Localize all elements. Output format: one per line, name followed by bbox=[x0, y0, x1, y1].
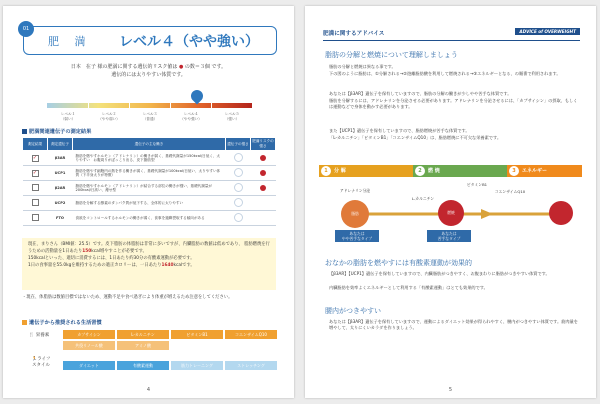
title-category: 肥 満 bbox=[48, 35, 92, 48]
checkbox-icon bbox=[32, 199, 39, 206]
advice-header-title: 肥満に関するアドバイス bbox=[323, 31, 385, 37]
level-divider bbox=[88, 101, 89, 110]
nutrient-chip: アミノ酸 bbox=[117, 341, 169, 350]
belly-body-2: 内臓脂肪を効率よくエネルギーとして利用する「有酸素運動」はとても効果的です。 bbox=[329, 285, 488, 290]
heading-fat: 脂肪の分解と燃焼について理解しましょう bbox=[325, 51, 458, 59]
belly-body-1: 【β3AR】【UCP1】遺伝子を保有していますので、内臓脂肪がつきやすく、お腹まわりに脂肪がつきやすい体質です。 bbox=[329, 271, 550, 276]
table-row bbox=[23, 196, 276, 211]
level-label-4: レベル４ （やや強い） bbox=[180, 112, 202, 121]
summary-line2: 脂肪燃焼を行うための活動量を1日あたり bbox=[28, 242, 270, 254]
recommend-title: 遺伝子から推奨される生活習慣 bbox=[22, 319, 102, 326]
col-result: 測定結果 bbox=[23, 138, 48, 151]
fat-body-3: あなたは【β3AR】遺伝子を保有していますので、脂肪の分解の働きが少しやや苦手な体質です。 bbox=[329, 91, 512, 96]
apple-icon bbox=[260, 155, 266, 161]
fork-knife-icon: 🍴 bbox=[28, 333, 35, 338]
fat-label: 脂肪 bbox=[351, 211, 359, 216]
nutrient-chip: コエンザイムQ10 bbox=[225, 330, 277, 339]
risk-note-post: の数＝３個 です。 bbox=[184, 64, 227, 70]
apple-icon bbox=[260, 170, 266, 176]
result-cell bbox=[23, 151, 48, 166]
level-divider bbox=[170, 101, 171, 110]
page-number: 5 bbox=[448, 387, 453, 393]
page-number: 4 bbox=[146, 387, 151, 393]
advice-header-tag: ADVICE of OVERWEIGHT bbox=[515, 28, 580, 35]
fat-body-4: 脂肪を分解するには、アドレナリンを分泌させる必要があります。アドレナリンを分泌させるには、「カプサイシン」の摂取、もしくは運動などで身体を動かす必要があります。 bbox=[329, 98, 578, 110]
gene-cell: β3AR bbox=[48, 151, 73, 166]
waist-body-1: あなたは【β3AR】遺伝子を保有していますので、運動によるダイエット効果が得られやすく、腰内がつきやすい体質です。筋肉量を増やして、太りにくいカラダを作りましょう。 bbox=[329, 319, 578, 331]
checkbox-icon: ✓ bbox=[32, 154, 38, 161]
fat-body-5: また【UCP1】遺伝子を保有していますので、脂肪燃焼が苦手な体質です。 bbox=[329, 128, 470, 133]
nutrient-row-label: 🍴 栄養素 bbox=[28, 333, 50, 338]
lifestyle-row-label: 🏃ライフ スタイル bbox=[31, 357, 51, 368]
step-1: 1 分 解 bbox=[319, 165, 413, 177]
level-label-1: レベル１ （弱い） bbox=[60, 112, 76, 121]
level-label-5: レベル５ （強い） bbox=[224, 112, 240, 121]
fuel-label: 燃焼 bbox=[447, 210, 455, 215]
table-row bbox=[23, 211, 276, 226]
nutrient-chip: 共役リノール酸 bbox=[63, 341, 115, 350]
gene-cell: β2AR bbox=[48, 181, 73, 196]
result-cell bbox=[23, 166, 48, 181]
lifestyle-chip: 筋力トレーニング bbox=[171, 361, 223, 370]
risk-cell bbox=[251, 211, 276, 226]
step-2: 2 燃 焼 bbox=[413, 165, 507, 177]
level-label-3: レベル３ （普通） bbox=[142, 112, 158, 121]
level-gradient-bar bbox=[47, 103, 252, 108]
step-3: 3 エネルギー bbox=[507, 165, 582, 177]
lifestyle-chip: 有酸素運動 bbox=[117, 361, 169, 370]
nutrient-chip: L-カルニチン bbox=[117, 330, 169, 339]
risk-cell bbox=[251, 166, 276, 181]
warning-note: ・現在、体脂肪は数値目標ではないため、運動不足や食べ過ぎにより体重が増えるため注意をしてください。 bbox=[22, 295, 233, 300]
risk-cell bbox=[251, 196, 276, 211]
lifestyle-chip: ストレッチング bbox=[225, 361, 277, 370]
strength-ring-icon bbox=[234, 168, 243, 177]
strength-cell bbox=[226, 181, 251, 196]
summary-line3: 150kcalといった、適切に消費するには、1日あたり約30分の有酸素運動が必要です。 bbox=[28, 256, 195, 261]
desc-cell: 脂肪を分解する酵素のタンパク質が低下する、全体的に太りやすい bbox=[73, 196, 226, 211]
fat-body-1: 脂肪の分解と燃焼は異なる事です。 bbox=[329, 64, 396, 69]
summary-kcal2: 1640 bbox=[161, 263, 174, 268]
title-level: レベル４（やや強い） bbox=[119, 34, 259, 50]
lifestyle-chip: ダイエット bbox=[63, 361, 115, 370]
risk-note-pre: 日本 在子 様の肥満に関する遺伝的リスク値は bbox=[70, 64, 178, 70]
page-4 bbox=[3, 6, 294, 398]
runner-icon: 🏃 bbox=[31, 357, 38, 362]
gene-cell: UCP2 bbox=[48, 196, 73, 211]
heading-waist: 腰内がつきやすい bbox=[325, 307, 381, 315]
banner-burn: あなたは 苦手なタイプ bbox=[427, 230, 471, 242]
col-risk: 肥満リスクの 強さ bbox=[251, 138, 276, 151]
checkbox-icon bbox=[32, 214, 39, 221]
adrenaline-label: アドレナリン分泌 bbox=[339, 188, 371, 193]
nutrient-chip: カプサイシン bbox=[63, 330, 115, 339]
strength-ring-icon bbox=[234, 213, 243, 222]
risk-cell bbox=[251, 181, 276, 196]
desc-cell: 食欲をコントロールするホルモンの働きが弱く、食事を過剰摂取する傾向がある bbox=[73, 211, 226, 226]
checkbox-icon: ✓ bbox=[32, 169, 38, 176]
carnitine-label: L-カルニチン bbox=[411, 196, 435, 201]
gene-table bbox=[22, 137, 276, 226]
strength-cell bbox=[226, 211, 251, 226]
checkbox-icon bbox=[32, 184, 39, 191]
col-strength: 遺伝子の強さ bbox=[226, 138, 251, 151]
strength-ring-icon bbox=[234, 153, 243, 162]
desc-cell: 脂肪を燃やす細胞内の熱を作る働きが弱く、基礎代謝量が100kcal/日低い、太りやすい体質（下半身太りが特徴） bbox=[73, 166, 226, 181]
desc-cell: 脂肪を燃やすホルモン（アドレナリン）が結合する部位の働きが強い、基礎代謝量が200kcal/日高い、痩せ型 bbox=[73, 181, 226, 196]
gene-section-title: 肥満関連遺伝子の測定結果 bbox=[22, 128, 91, 135]
strength-cell bbox=[226, 151, 251, 166]
title-box bbox=[23, 26, 277, 55]
heading-belly: おなかの脂肪を燃やすには有酸素運動が効果的 bbox=[325, 259, 472, 267]
result-cell bbox=[23, 211, 48, 226]
level-pin-icon bbox=[189, 88, 206, 105]
summary-box bbox=[22, 238, 276, 290]
nutrient-chip: ビタミンB1 bbox=[171, 330, 223, 339]
flow-arrow-icon bbox=[481, 209, 493, 219]
banner-breakdown: あなたは やや苦手なタイプ bbox=[335, 230, 379, 242]
advice-header bbox=[323, 28, 580, 41]
fat-body-6: 「L-カルニチン」「ビタミンB1」「コエンザイムQ10」は、脂肪燃焼に不可欠な栄養素です。 bbox=[329, 135, 502, 140]
strength-ring-icon bbox=[234, 183, 243, 192]
fat-body-2: 下の図のように脂肪は、①分解される→②遊離脂肪酸を利用して燃焼される→③エネルギーとなる、の順番で利用されます。 bbox=[329, 71, 561, 76]
col-function: 遺伝子の主な働き bbox=[73, 138, 226, 151]
risk-note-line2: 遺伝的には太りやすい体質です。 bbox=[111, 72, 186, 78]
page-5 bbox=[305, 6, 596, 398]
apple-icon bbox=[260, 185, 266, 191]
square-icon bbox=[22, 320, 27, 325]
level-label-2: レベル２ （やや弱い） bbox=[98, 112, 120, 121]
summary-line1: 現在、まりさん（BMI値：25.5）です。皮下脂肪の体脂肪は非常に多いですが、内臓脂肪の数値は低めであり、 bbox=[28, 242, 243, 247]
coq10-label: コエンザイムQ10 bbox=[494, 189, 526, 194]
section-badge: 01 bbox=[18, 21, 34, 37]
square-icon bbox=[22, 129, 27, 134]
gene-cell: UCP1 bbox=[48, 166, 73, 181]
result-cell bbox=[23, 181, 48, 196]
energy-icon bbox=[549, 201, 573, 225]
table-row bbox=[23, 151, 276, 166]
risk-note bbox=[31, 63, 266, 79]
summary-line4b: kcalです。 bbox=[173, 263, 195, 268]
desc-cell: 脂肪を燃やすホルモン（アドレナリン）の働きが弱く、基礎代謝量が150kcal/日低く、太りやすい お腹周りがぽっこり出る、皮下脂肪型 bbox=[73, 151, 226, 166]
level-divider bbox=[211, 101, 212, 110]
table-row bbox=[23, 181, 276, 196]
summary-line4: 1日の食事量を55.0kgを維持するための適正カロリーは、一日あたり bbox=[28, 263, 162, 268]
gene-cell: FTO bbox=[48, 211, 73, 226]
level-divider bbox=[129, 101, 130, 110]
risk-cell bbox=[251, 151, 276, 166]
table-row bbox=[23, 166, 276, 181]
strength-cell bbox=[226, 196, 251, 211]
col-gene: 測定遺伝子 bbox=[48, 138, 73, 151]
result-cell bbox=[23, 196, 48, 211]
vitb1-label: ビタミンB1 bbox=[466, 182, 488, 187]
strength-cell bbox=[226, 166, 251, 181]
summary-line2b: kcal増やすことが必要です。 bbox=[91, 249, 147, 254]
strength-ring-icon bbox=[234, 198, 243, 207]
apple-icon: ● bbox=[178, 64, 184, 70]
summary-kcal1: 150 bbox=[82, 249, 92, 254]
